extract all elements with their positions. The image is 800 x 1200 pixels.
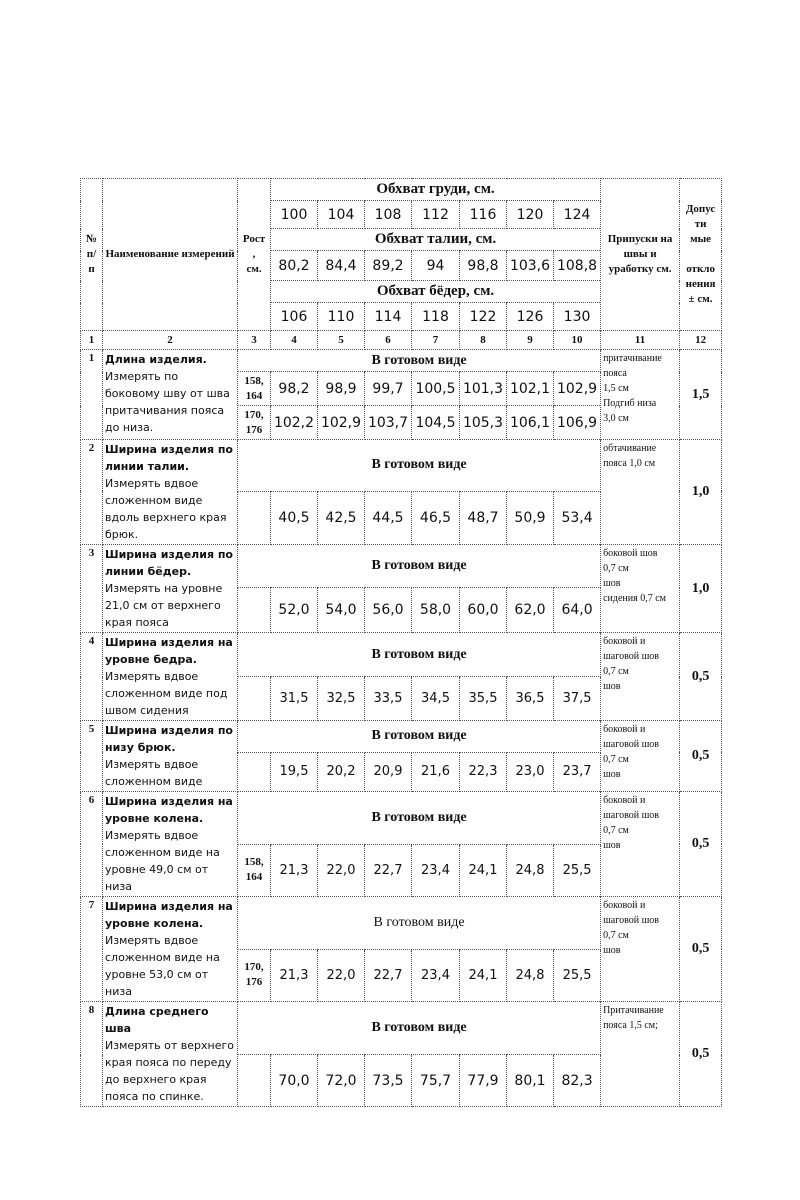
measurement-value: 24,1	[460, 949, 507, 1002]
measurement-value: 62,0	[507, 588, 554, 633]
measurement-value: 24,1	[460, 844, 507, 897]
column-number: 7	[412, 331, 460, 350]
growth-value: 158, 164	[238, 372, 271, 406]
measurement-value: 104,5	[412, 406, 460, 440]
allowance-note: обтачивание пояса 1,0 см	[601, 440, 680, 545]
waist-size: 103,6	[507, 251, 554, 281]
measurement-instruction: Измерять вдвое сложенном виде	[105, 758, 203, 788]
measurement-value: 53,4	[554, 491, 601, 544]
measurement-value: 102,9	[318, 406, 365, 440]
ready-label: В готовом виде	[238, 545, 601, 588]
measurement-value: 36,5	[507, 677, 554, 721]
measurement-value: 106,9	[554, 406, 601, 440]
measurement-value: 98,9	[318, 372, 365, 406]
waist-size: 94	[412, 251, 460, 281]
measurement-value: 98,2	[271, 372, 318, 406]
measurement-description	[103, 721, 238, 792]
tolerance-value: 0,5	[680, 633, 722, 721]
measurement-value: 103,7	[365, 406, 412, 440]
measurement-value: 32,5	[318, 677, 365, 721]
measurement-value: 101,3	[460, 372, 507, 406]
measurement-title: Ширина изделия по низу брюк.	[105, 724, 233, 754]
measurement-instruction: Измерять вдвое сложенном виде под швом сидения	[105, 670, 228, 717]
ready-label: В готовом виде	[238, 1002, 601, 1055]
allowance-note: боковой и шаговой шов 0,7 см шов	[601, 792, 680, 897]
measurement-value: 77,9	[460, 1055, 507, 1107]
growth-value	[238, 588, 271, 633]
measurement-description	[103, 792, 238, 897]
growth-value	[238, 1055, 271, 1107]
measurement-value: 58,0	[412, 588, 460, 633]
chest-size: 120	[507, 201, 554, 229]
hips-size: 114	[365, 303, 412, 331]
table-row	[81, 633, 722, 677]
header-name: Наименование измерений	[103, 179, 238, 331]
column-number: 11	[601, 331, 680, 350]
measurement-value: 102,9	[554, 372, 601, 406]
measurement-description	[103, 440, 238, 545]
measurement-value: 24,8	[507, 844, 554, 897]
hips-size: 106	[271, 303, 318, 331]
measurement-table-page	[80, 178, 721, 1103]
waist-size: 89,2	[365, 251, 412, 281]
measurement-value: 20,2	[318, 752, 365, 791]
measurement-value: 21,6	[412, 752, 460, 791]
measurement-value: 99,7	[365, 372, 412, 406]
column-number: 3	[238, 331, 271, 350]
column-number: 9	[507, 331, 554, 350]
row-number: 1	[81, 350, 103, 440]
measurement-value: 22,7	[365, 844, 412, 897]
measurement-value: 42,5	[318, 491, 365, 544]
measurement-instruction: Измерять от верхнего края пояса по переду до верхнего края пояса по спинке.	[105, 1039, 234, 1103]
measurement-value: 22,0	[318, 844, 365, 897]
ready-label: В готовом виде	[238, 633, 601, 677]
table-row	[81, 545, 722, 588]
measurement-value: 54,0	[318, 588, 365, 633]
hips-size: 126	[507, 303, 554, 331]
column-number: 2	[103, 331, 238, 350]
tolerance-value: 1,5	[680, 350, 722, 440]
growth-value: 170, 176	[238, 406, 271, 440]
measurement-value: 25,5	[554, 844, 601, 897]
measurement-value: 37,5	[554, 677, 601, 721]
waist-size: 98,8	[460, 251, 507, 281]
measurement-value: 56,0	[365, 588, 412, 633]
measurement-instruction: Измерять на уровне 21,0 см от верхнего края пояса	[105, 582, 223, 629]
measurement-value: 64,0	[554, 588, 601, 633]
growth-value: 158, 164	[238, 844, 271, 897]
header-waist-title: Обхват талии, см.	[271, 229, 601, 251]
waist-size: 84,4	[318, 251, 365, 281]
allowance-note: Притачивание пояса 1,5 см;	[601, 1002, 680, 1107]
header-hips-title: Обхват бёдер, см.	[271, 281, 601, 303]
tolerance-value: 0,5	[680, 1002, 722, 1107]
header-num: № п/ п	[81, 179, 103, 331]
measurement-value: 19,5	[271, 752, 318, 791]
chest-size: 124	[554, 201, 601, 229]
measurement-instruction: Измерять вдвое сложенном виде на уровне 53,0 см от низа	[105, 934, 220, 998]
chest-size: 112	[412, 201, 460, 229]
measurement-description	[103, 897, 238, 1002]
measurement-title: Ширина изделия по линии бёдер.	[105, 548, 233, 578]
row-number: 8	[81, 1002, 103, 1107]
measurement-value: 22,3	[460, 752, 507, 791]
ready-label: В готовом виде	[238, 440, 601, 492]
tolerance-value: 1,0	[680, 440, 722, 545]
measurement-description	[103, 350, 238, 440]
measurement-value: 50,9	[507, 491, 554, 544]
waist-size: 108,8	[554, 251, 601, 281]
column-number: 6	[365, 331, 412, 350]
allowance-note: боковой шов 0,7 см шов сидения 0,7 см	[601, 545, 680, 633]
ready-label: В готовом виде	[238, 897, 601, 950]
measurement-value: 46,5	[412, 491, 460, 544]
measurement-table	[80, 178, 722, 1107]
measurement-value: 102,2	[271, 406, 318, 440]
measurement-value: 21,3	[271, 949, 318, 1002]
row-number: 2	[81, 440, 103, 545]
measurement-title: Длина изделия.	[105, 353, 207, 366]
measurement-value: 75,7	[412, 1055, 460, 1107]
measurement-value: 25,5	[554, 949, 601, 1002]
row-number: 7	[81, 897, 103, 1002]
measurement-value: 80,1	[507, 1055, 554, 1107]
waist-size: 80,2	[271, 251, 318, 281]
column-number: 1	[81, 331, 103, 350]
table-row	[81, 1002, 722, 1055]
header-tolerance: Допус ти мые откло нения ± см.	[680, 179, 722, 331]
column-number: 5	[318, 331, 365, 350]
row-number: 6	[81, 792, 103, 897]
row-number: 4	[81, 633, 103, 721]
measurement-value: 21,3	[271, 844, 318, 897]
measurement-title: Длина среднего шва	[105, 1005, 209, 1035]
row-number: 5	[81, 721, 103, 792]
measurement-value: 31,5	[271, 677, 318, 721]
measurement-value: 106,1	[507, 406, 554, 440]
allowance-note: боковой и шаговой шов 0,7 см шов	[601, 633, 680, 721]
table-row	[81, 897, 722, 950]
measurement-value: 102,1	[507, 372, 554, 406]
measurement-value: 44,5	[365, 491, 412, 544]
measurement-description	[103, 545, 238, 633]
column-number: 10	[554, 331, 601, 350]
measurement-value: 48,7	[460, 491, 507, 544]
column-number: 4	[271, 331, 318, 350]
allowance-note: боковой и шаговой шов 0,7 см шов	[601, 897, 680, 1002]
measurement-value: 23,0	[507, 752, 554, 791]
measurement-value: 22,0	[318, 949, 365, 1002]
measurement-value: 52,0	[271, 588, 318, 633]
measurement-value: 105,3	[460, 406, 507, 440]
ready-label: В готовом виде	[238, 721, 601, 753]
chest-size: 100	[271, 201, 318, 229]
measurement-title: Ширина изделия на уровне колена.	[105, 900, 233, 930]
chest-size: 104	[318, 201, 365, 229]
measurement-value: 34,5	[412, 677, 460, 721]
table-row	[81, 440, 722, 492]
measurement-value: 40,5	[271, 491, 318, 544]
measurement-value: 23,4	[412, 844, 460, 897]
hips-size: 122	[460, 303, 507, 331]
header-allowances: Припуски на швы и уработку см.	[601, 179, 680, 331]
row-number: 3	[81, 545, 103, 633]
measurement-description	[103, 633, 238, 721]
measurement-value: 70,0	[271, 1055, 318, 1107]
measurement-value: 20,9	[365, 752, 412, 791]
measurement-instruction: Измерять вдвое сложенном виде на уровне 49,0 см от низа	[105, 829, 220, 893]
growth-value	[238, 752, 271, 791]
table-row	[81, 350, 722, 372]
measurement-value: 23,4	[412, 949, 460, 1002]
hips-size: 110	[318, 303, 365, 331]
measurement-value: 73,5	[365, 1055, 412, 1107]
ready-label: В готовом виде	[238, 792, 601, 845]
measurement-value: 100,5	[412, 372, 460, 406]
growth-value	[238, 491, 271, 544]
chest-size: 116	[460, 201, 507, 229]
measurement-instruction: Измерять вдвое сложенном виде вдоль верхнего края брюк.	[105, 477, 227, 541]
measurement-value: 60,0	[460, 588, 507, 633]
header-chest-title: Обхват груди, см.	[271, 179, 601, 201]
ready-label: В готовом виде	[238, 350, 601, 372]
measurement-title: Ширина изделия по линии талии.	[105, 443, 233, 473]
header-height: Рост , см.	[238, 179, 271, 331]
allowance-note: притачивание пояса 1,5 см Подгиб низа 3,0 см	[601, 350, 680, 440]
allowance-note: боковой и шаговой шов 0,7 см шов	[601, 721, 680, 792]
measurement-value: 72,0	[318, 1055, 365, 1107]
measurement-instruction: Измерять по боковому шву от шва притачивания пояса до низа.	[105, 370, 230, 434]
tolerance-value: 0,5	[680, 897, 722, 1002]
measurement-value: 82,3	[554, 1055, 601, 1107]
table-row	[81, 721, 722, 753]
hips-size: 118	[412, 303, 460, 331]
measurement-description	[103, 1002, 238, 1107]
measurement-title: Ширина изделия на уровне бедра.	[105, 636, 233, 666]
measurement-value: 22,7	[365, 949, 412, 1002]
column-number: 12	[680, 331, 722, 350]
measurement-value: 33,5	[365, 677, 412, 721]
growth-value: 170, 176	[238, 949, 271, 1002]
measurement-value: 24,8	[507, 949, 554, 1002]
tolerance-value: 1,0	[680, 545, 722, 633]
measurement-value: 23,7	[554, 752, 601, 791]
growth-value	[238, 677, 271, 721]
table-row	[81, 792, 722, 845]
column-number: 8	[460, 331, 507, 350]
chest-size: 108	[365, 201, 412, 229]
measurement-title: Ширина изделия на уровне колена.	[105, 795, 233, 825]
measurement-value: 35,5	[460, 677, 507, 721]
hips-size: 130	[554, 303, 601, 331]
tolerance-value: 0,5	[680, 721, 722, 792]
tolerance-value: 0,5	[680, 792, 722, 897]
